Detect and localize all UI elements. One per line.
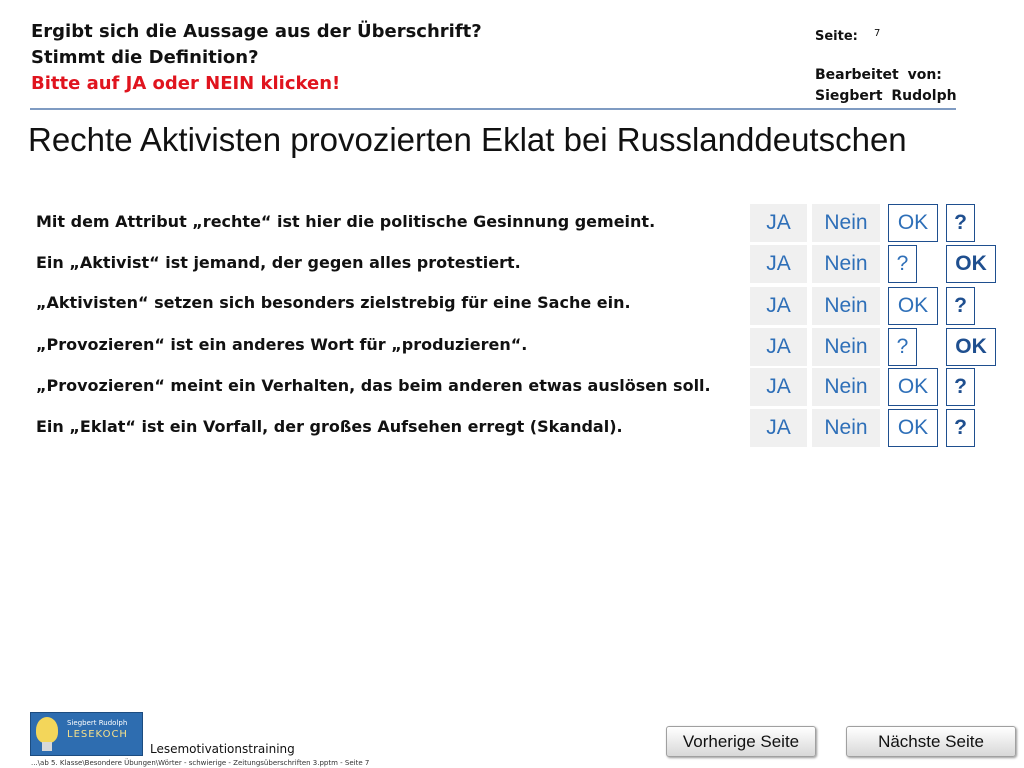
ja-button[interactable]: JA <box>750 368 807 406</box>
statement-text: „Aktivisten“ setzen sich besonders zielstrebig für eine Sache ein. <box>36 293 631 312</box>
question-indicator[interactable]: ? <box>946 368 975 406</box>
statement-text: Ein „Eklat“ ist ein Vorfall, der großes Aufsehen erregt (Skandal). <box>36 417 623 436</box>
ok-indicator[interactable]: OK <box>888 409 938 447</box>
next-page-button[interactable]: Nächste Seite <box>846 726 1016 757</box>
nein-button[interactable]: Nein <box>812 287 880 325</box>
ja-button[interactable]: JA <box>750 328 807 366</box>
header-question-1: Ergibt sich die Aussage aus der Überschrift? <box>31 21 482 42</box>
nein-button[interactable]: Nein <box>812 245 880 283</box>
header-divider <box>30 108 956 110</box>
statement-row <box>0 287 1024 327</box>
file-path: ...\ab 5. Klasse\Besondere Übungen\Wörter - schwierige - Zeitungsüberschriften 3.pptm - Seite 7 <box>31 759 370 767</box>
header-instruction: Bitte auf JA oder NEIN klicken! <box>31 73 341 94</box>
lightbulb-base-icon <box>42 742 52 751</box>
edited-by-label: Bearbeitet von: <box>815 67 942 83</box>
nein-button[interactable]: Nein <box>812 368 880 406</box>
statement-row <box>0 204 1024 244</box>
nein-button[interactable]: Nein <box>812 328 880 366</box>
ok-indicator[interactable]: OK <box>888 287 938 325</box>
statement-row <box>0 409 1024 449</box>
previous-page-button[interactable]: Vorherige Seite <box>666 726 816 757</box>
page-number: 7 <box>874 28 881 39</box>
nein-button[interactable]: Nein <box>812 409 880 447</box>
ok-indicator[interactable]: OK <box>888 204 938 242</box>
ok-indicator[interactable]: OK <box>946 245 996 283</box>
nein-button[interactable]: Nein <box>812 204 880 242</box>
author-name: Siegbert Rudolph <box>815 88 957 104</box>
ja-button[interactable]: JA <box>750 287 807 325</box>
ok-indicator[interactable]: OK <box>946 328 996 366</box>
statement-row <box>0 368 1024 408</box>
ja-button[interactable]: JA <box>750 204 807 242</box>
question-indicator[interactable]: ? <box>888 328 917 366</box>
statement-text: „Provozieren“ meint ein Verhalten, das beim anderen etwas auslösen soll. <box>36 376 711 395</box>
statement-text: Ein „Aktivist“ ist jemand, der gegen alles protestiert. <box>36 253 521 272</box>
ja-button[interactable]: JA <box>750 245 807 283</box>
lightbulb-icon <box>36 717 58 743</box>
question-indicator[interactable]: ? <box>888 245 917 283</box>
header-question-2: Stimmt die Definition? <box>31 47 259 68</box>
statement-text: Mit dem Attribut „rechte“ ist hier die politische Gesinnung gemeint. <box>36 212 656 231</box>
brand-label: Lesemotivationstraining <box>150 742 295 756</box>
ok-indicator[interactable]: OK <box>888 368 938 406</box>
page-title: Rechte Aktivisten provozierten Eklat bei Russlanddeutschen <box>28 121 907 158</box>
ja-button[interactable]: JA <box>750 409 807 447</box>
lesekoch-logo <box>30 712 143 756</box>
question-indicator[interactable]: ? <box>946 409 975 447</box>
statement-text: „Provozieren“ ist ein anderes Wort für „produzieren“. <box>36 335 528 354</box>
statement-row <box>0 245 1024 285</box>
page-label: Seite: <box>815 29 858 44</box>
logo-author: Siegbert Rudolph <box>67 719 128 727</box>
question-indicator[interactable]: ? <box>946 287 975 325</box>
statement-row <box>0 328 1024 368</box>
logo-brand: LESEKOCH <box>67 729 128 740</box>
question-indicator[interactable]: ? <box>946 204 975 242</box>
